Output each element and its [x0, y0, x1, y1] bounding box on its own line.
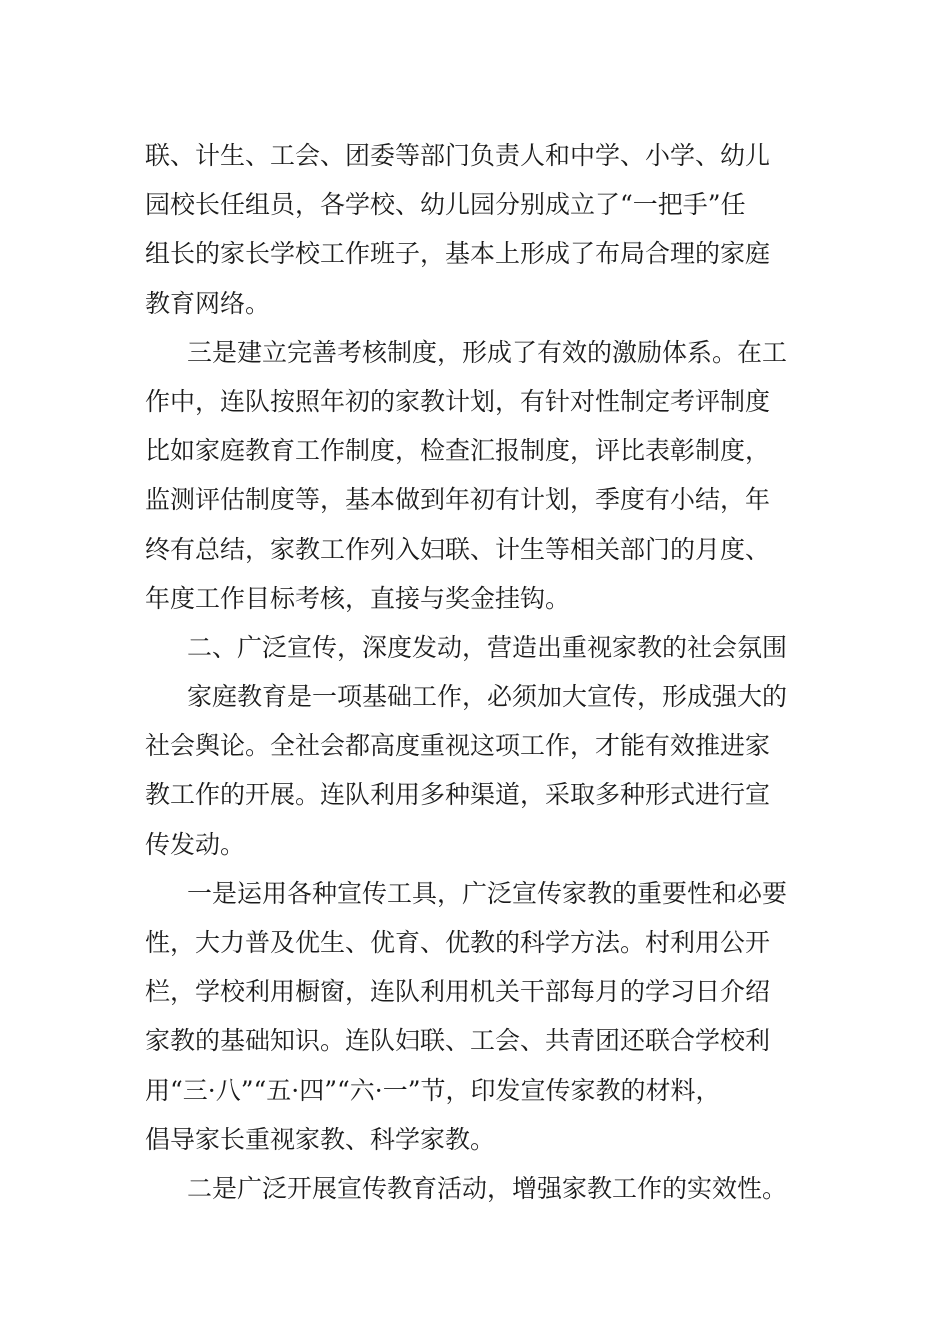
- text-line-12: 家庭教育是一项基础工作，必须加大宣传，形成强大的: [187, 682, 788, 712]
- text-line-8: 监测评估制度等，基本做到年初有计划，季度有小结，年: [145, 485, 771, 515]
- text-line-15: 传发动。: [145, 829, 246, 859]
- text-line-18: 栏，学校利用橱窗，连队利用机关干部每月的学习日介绍: [145, 977, 771, 1007]
- text-line-21: 倡导家长重视家教、科学家教。: [145, 1124, 496, 1154]
- text-line-1: 联、计生、工会、团委等部门负责人和中学、小学、幼儿: [145, 141, 771, 170]
- text-line-14: 教工作的开展。连队利用多种渠道，采取多种形式进行宣: [145, 780, 771, 810]
- text-line-19: 家教的基础知识。连队妇联、工会、共青团还联合学校利: [145, 1026, 771, 1056]
- text-line-3: 组长的家长学校工作班子，基本上形成了布局合理的家庭: [145, 239, 771, 269]
- text-line-13: 社会舆论。全社会都高度重视这项工作，才能有效推进家: [145, 731, 771, 761]
- text-line-2: 园校长任组员，各学校、幼儿园分别成立了“一把手”任: [145, 190, 746, 220]
- document-body: [145, 131, 813, 1213]
- section-heading: 二、广泛宣传，深度发动，营造出重视家教的社会氛围: [187, 632, 788, 662]
- text-line-9: 终有总结，家教工作列入妇联、计生等相关部门的月度、: [145, 534, 771, 564]
- text-line-10: 年度工作目标考核，直接与奖金挂钩。: [145, 583, 571, 613]
- text-line-4: 教育网络。: [145, 288, 271, 318]
- text-line-22: 二是广泛开展宣传教育活动，增强家教工作的实效性。: [187, 1173, 788, 1203]
- text-line-6: 作中，连队按照年初的家教计划，有针对性制定考评制度: [145, 386, 771, 416]
- text-line-5: 三是建立完善考核制度，形成了有效的激励体系。在工: [187, 337, 788, 367]
- text-line-16: 一是运用各种宣传工具，广泛宣传家教的重要性和必要: [187, 878, 788, 908]
- text-line-17: 性，大力普及优生、优育、优教的科学方法。村利用公开: [145, 928, 771, 957]
- text-line-20: 用“三·八”“五·四”“六·一”节，印发宣传家教的材料，: [145, 1075, 721, 1105]
- text-line-7: 比如家庭教育工作制度，检查汇报制度，评比表彰制度，: [145, 436, 771, 466]
